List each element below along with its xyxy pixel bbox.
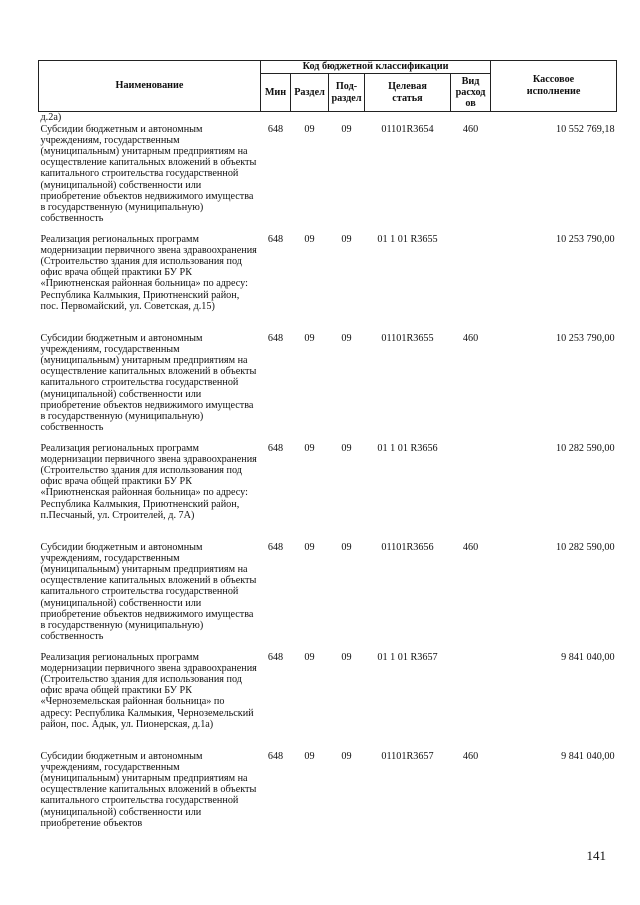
row-razdel: [291, 112, 329, 124]
row-amount: 10 253 790,00: [555, 332, 615, 344]
row-celevaya: 01101R3654: [381, 123, 434, 135]
header-kassovoe: Кассовое исполнение: [491, 61, 617, 112]
row-podrazdel: 09: [341, 233, 352, 245]
row-celevaya: 01 1 01 R3655: [377, 233, 438, 245]
row-min: 648: [267, 541, 284, 553]
row-min: 648: [267, 651, 284, 663]
header-vid: Вид расход ов: [451, 74, 491, 112]
table-row: [39, 234, 617, 333]
table-row: [39, 652, 617, 751]
row-min: [261, 112, 291, 124]
row-podrazdel: 09: [341, 332, 352, 344]
row-amount: 10 552 769,18: [555, 123, 615, 135]
row-razdel: 09: [304, 123, 315, 135]
row-vid: [451, 652, 491, 751]
header-code-group: Код бюджетной классификации: [261, 61, 491, 74]
row-vid: 460: [462, 541, 479, 553]
row-celevaya: 01101R3656: [381, 541, 434, 553]
table-row: [39, 112, 617, 124]
row-celevaya: 01101R3657: [381, 750, 434, 762]
row-razdel: 09: [304, 541, 315, 553]
table-row: [39, 751, 617, 840]
row-podrazdel: 09: [341, 123, 352, 135]
row-min: 648: [267, 442, 284, 454]
row-min: 648: [267, 233, 284, 245]
row-celevaya: [365, 112, 451, 124]
budget-table: [38, 60, 617, 840]
row-razdel: 09: [304, 651, 315, 663]
row-podrazdel: 09: [341, 750, 352, 762]
row-vid: 460: [462, 332, 479, 344]
header-razdel: Раздел: [291, 74, 329, 112]
header-celevaya: Целевая статья: [365, 74, 451, 112]
row-vid: [451, 112, 491, 124]
page-number: 141: [586, 848, 606, 863]
row-celevaya: 01 1 01 R3656: [377, 442, 438, 454]
row-podrazdel: 09: [341, 442, 352, 454]
row-name: Субсидии бюджетным и автономным учреждениям, государственным (муниципальным) унитарным предприятиям на осуществление капитальных вложений в объекты капитального строительства государственной (муниципальной) собственности или приобретение объектов недвижимого имущества в государственную (муниципальную) собственность: [40, 123, 257, 225]
row-razdel: 09: [304, 332, 315, 344]
row-amount: 10 282 590,00: [555, 442, 615, 454]
header-name: Наименование: [39, 61, 261, 112]
row-podrazdel: 09: [341, 651, 352, 663]
row-amount: [491, 112, 617, 124]
table-row: [39, 333, 617, 443]
row-podrazdel: [329, 112, 365, 124]
row-name: Субсидии бюджетным и автономным учреждениям, государственным (муниципальным) унитарным предприятиям на осуществление капитальных вложений в объекты капитального строительства государственной (муниципальной) собственности или приобретение объектов: [40, 750, 257, 829]
table-row: [39, 124, 617, 234]
header-min: Мин: [261, 74, 291, 112]
header-podrazdel: Под- раздел: [329, 74, 365, 112]
row-celevaya: 01 1 01 R3657: [377, 651, 438, 663]
row-razdel: 09: [304, 750, 315, 762]
row-name: Субсидии бюджетным и автономным учреждениям, государственным (муниципальным) унитарным предприятиям на осуществление капитальных вложений в объекты капитального строительства государственной (муниципальной) собственности или приобретение объектов недвижимого имущества в государственную (муниципальную) собственность: [40, 541, 257, 643]
row-vid: [451, 234, 491, 333]
row-min: 648: [267, 332, 284, 344]
row-name: д.2а): [40, 112, 62, 123]
row-name: Реализация региональных программ модернизации первичного звена здравоохранения (Строительство здания для использования под офис врача общей практики БУ РК «Черноземельская районная больница» по адресу: Республика Калмыкия, Черноземельский район, пос. Адык, ул. Пионерская, д.1а): [40, 651, 257, 730]
row-vid: [451, 443, 491, 542]
row-amount: 9 841 040,00: [561, 750, 615, 762]
row-amount: 10 282 590,00: [555, 541, 615, 553]
row-amount: 10 253 790,00: [555, 233, 615, 245]
table-header: [39, 61, 617, 112]
row-razdel: 09: [304, 442, 315, 454]
row-razdel: 09: [304, 233, 315, 245]
row-vid: 460: [462, 750, 479, 762]
table-body: [39, 112, 617, 840]
row-name: Реализация региональных программ модернизации первичного звена здравоохранения (Строительство здания для использования под офис врача общей практики БУ РК «Приютненская районная больница» по адресу: Республика Калмыкия, Приютненский район, п.Песчаный, ул. Строителей, д. 7А): [40, 442, 257, 521]
row-min: 648: [267, 750, 284, 762]
table-row: [39, 542, 617, 652]
row-name: Реализация региональных программ модернизации первичного звена здравоохранения (Строительство здания для использования под офис врача общей практики БУ РК «Приютненская районная больница» по адресу: Республика Калмыкия, Приютненский район, пос. Первомайский, ул. Советская, д.15): [40, 233, 257, 312]
row-celevaya: 01101R3655: [381, 332, 434, 344]
row-amount: 9 841 040,00: [561, 651, 615, 663]
table-row: [39, 443, 617, 542]
row-vid: 460: [462, 123, 479, 135]
row-name: Субсидии бюджетным и автономным учреждениям, государственным (муниципальным) унитарным предприятиям на осуществление капитальных вложений в объекты капитального строительства государственной (муниципальной) собственности или приобретение объектов недвижимого имущества в государственную (муниципальную) собственность: [40, 332, 257, 434]
row-min: 648: [267, 123, 284, 135]
row-podrazdel: 09: [341, 541, 352, 553]
